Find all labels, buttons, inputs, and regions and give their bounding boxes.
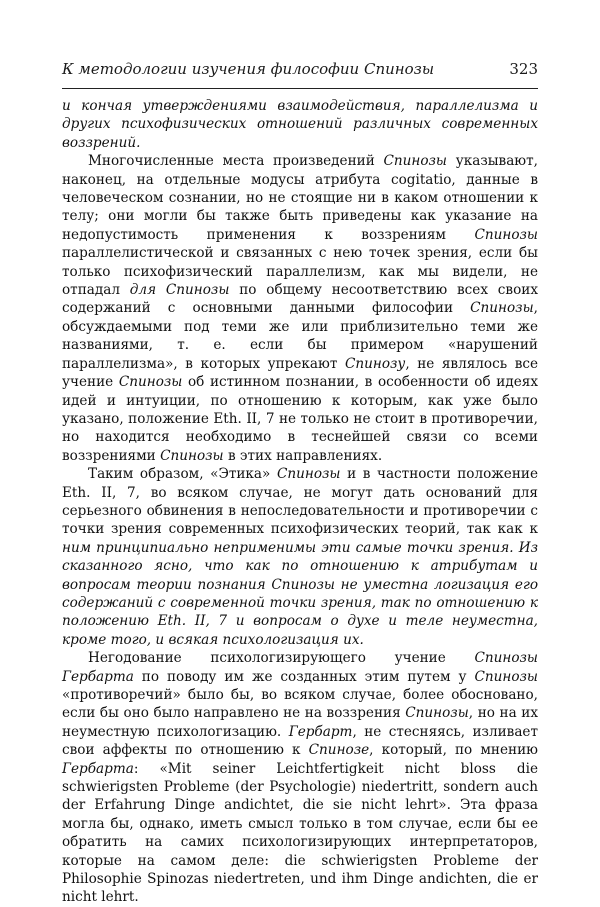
italic-text-segment: для Спинозы: [129, 282, 230, 299]
italic-text-segment: Спинозы: [470, 300, 534, 317]
italic-text-segment: Гербарта: [62, 760, 134, 777]
italic-text-segment: Спинозы: [160, 447, 224, 464]
paragraph: [62, 97, 538, 152]
text-segment: , не являлось все учение: [62, 355, 539, 391]
text-segment: Таким образом, «Этика»: [88, 466, 277, 483]
text-segment: , который, по мнению: [369, 742, 538, 759]
paragraph: [62, 152, 538, 465]
text-segment: параллелистической и связанных с нею точек зрения, если бы только психофизический параллелизм, как мы видели, не отпадал: [62, 245, 538, 299]
header-rule: [62, 88, 538, 89]
italic-text-segment: ним принципиально неприменимы эти самые точки зрения. Из сказанного ясно, что как по отношению к атрибутам и вопросам теории познания Спинозы не уместна логизация его содержаний с современной точки зрения, так по отношению к положению Eth. II, 7 и вопросам о духе и теле неуместна, кроме того, и всякая психологизация их.: [62, 539, 538, 648]
text-segment: в этих направлениях.: [223, 447, 383, 464]
text-segment: , но на их неуместную психологизацию.: [62, 705, 538, 740]
text-segment: , не стесняясь, изливает свои аффекты по отношению к: [62, 723, 538, 759]
text-segment: и в частности положение Eth. II, 7, во всяком случае, не могут дать оснований для серьезного обвинения в непоследовательности и противоречии с точки зрения современных психофизических теорий, так как к: [62, 466, 538, 538]
paragraph: [62, 649, 538, 907]
text-segment: Негодование психологизирующего учение: [88, 650, 475, 667]
text-segment: «противоречий» было бы, во всяком случае, более обосновано, если бы оно было направлено не на воззрения: [62, 687, 538, 722]
italic-text-segment: Спинозы: [405, 705, 469, 722]
italic-text-segment: Спинозу: [344, 355, 406, 372]
italic-text-segment: Спинозы: [118, 374, 183, 391]
italic-text-segment: и кончая утверждениями взаимодействия, параллелизма и других психофизических отношений различных современных воззрений.: [62, 98, 538, 151]
running-title: К методологии изучения философии Спинозы: [62, 60, 435, 78]
italic-text-segment: Гербарт: [288, 723, 353, 740]
page-number: 323: [509, 60, 538, 78]
italic-text-segment: Спинозы: [383, 153, 448, 170]
italic-text-segment: Спинозы: [474, 668, 538, 685]
text-segment: : «Mit seiner Leichtfertigkeit nicht bloss die schwierigsten Probleme (der Psychologie) niedertritt, sondern auch der Erfahrung Dinge andichtet, die sie nicht lehrt». Эта фраза могла бы, однако, иметь смысл только в том случае, если бы ее обратить на самих психологизирующих интерпретаторов, которые на самом деле: die schwierigsten Probleme der Philosophie Spinozas niedertreten, und ihm Dinge andichten, die er nicht lehrt.: [62, 760, 538, 906]
text-segment: по общему несоответствию всех своих содержаний с основными данными философии: [62, 282, 538, 317]
text-segment: Многочисленные места произведений: [88, 153, 384, 170]
text-segment: указывают, наконец, на отдельные модусы атрибута cogitatio, данные в человеческом сознании, но не стоящие ни в каком отношении к телу; они могли бы также быть приведены как указание на недопустимость применения к воззрениям: [62, 153, 538, 243]
italic-text-segment: Спинозы Гербарта: [62, 650, 538, 685]
body-text: [62, 97, 538, 907]
text-segment: по поводу им же созданных этим путем у: [133, 668, 475, 685]
running-header: [62, 60, 538, 84]
text-segment: об истинном познании, в особенности об идеях идей и интуиции, по отношению к которым, как уже было указано, положение Eth. II, 7 не только не стоит в противоречии, но находится необходимо в теснейшей связи со всеми воззрениями: [62, 374, 538, 464]
paragraph: [62, 465, 538, 649]
italic-text-segment: Спинозы: [276, 466, 341, 483]
italic-text-segment: Спинозе: [308, 742, 370, 759]
text-segment: , обсуждаемыми под теми же или приблизительно теми же названиями, т. е. если бы примером «нарушений параллелизма», в которых упрекают: [62, 300, 538, 372]
italic-text-segment: Спинозы: [474, 226, 538, 243]
